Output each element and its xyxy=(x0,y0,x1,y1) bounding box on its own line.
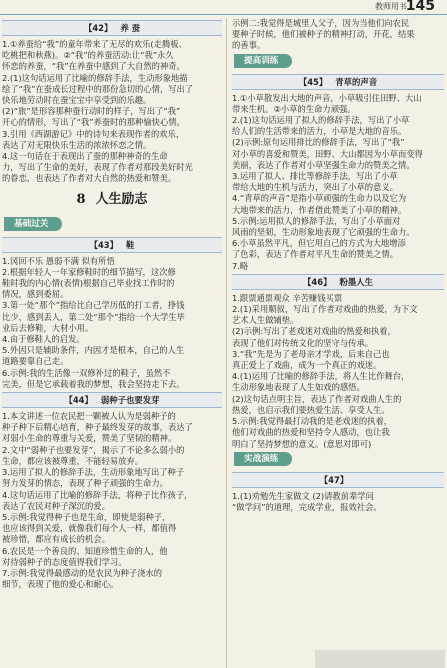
text-line: 要种子时候，他们被种子的精神打动，开花，结果 xyxy=(232,29,415,40)
text-line: 3.引用《西湖游记》中的诗句来表现作者的欢乐， xyxy=(2,128,185,139)
section-title: 粉墨人生 xyxy=(339,276,373,287)
text-line: 2.(1)采用顺叙，写出了作者对戏曲的热爱，为下文 xyxy=(232,304,418,315)
text-line: (2)示例:原句运用排比的修辞手法，写出了“我” xyxy=(232,137,405,148)
section-43-body xyxy=(2,256,222,390)
text-line: 5.示例:运用拟人的修辞手法，写出了小草面对 xyxy=(232,215,401,226)
text-line: 5.示例:我觉得种子也是生命，即使是弱种子， xyxy=(2,511,171,522)
text-line: 他们对戏曲的热爱和坚持令人感动，也让我 xyxy=(232,427,390,438)
text-line: 1.(1)劝勉先生家做文 (2)请教前辈学问 xyxy=(232,490,374,501)
section-heading-42 xyxy=(2,20,222,36)
text-line: “做学问”的道理，完成学业，报效社会。 xyxy=(232,501,382,512)
text-line: 4.由于修鞋人的启发。 xyxy=(2,334,85,345)
header-label: 教师用书 xyxy=(375,2,407,11)
section-number: 【47】 xyxy=(319,474,349,485)
text-line: 4.这一句话在于表现出了蚕的那种神奇的生命 xyxy=(2,151,168,162)
text-line: 表达了对无限快乐生活的浓浓怀恋之情。 xyxy=(2,139,152,150)
text-line: 对弱小生命的尊重与关爱，赞美了坚韧的精神。 xyxy=(2,433,177,444)
text-line: (2)“旅”是形容那种蚕行动时的样子，写出了“我” xyxy=(2,106,181,117)
text-line: 4.(1)运用了比喻的修辞手法，将人生比作舞台， xyxy=(232,371,410,382)
section-title: 青草的声音 xyxy=(335,76,378,87)
text-line: 4.“青草的声音”是指小草顽强的生命力以及它为 xyxy=(232,193,407,204)
text-line: 开心的情形，写出了“我”养蚕时的那种愉快心情。 xyxy=(2,117,185,128)
text-line: 绘了“我”在蚕成长过程中的那份急切的心情，写出了 xyxy=(2,83,194,94)
text-line: 道路要靠自己走。 xyxy=(2,356,69,367)
text-line: 给人们的生活带来的活力，小草是大地的音乐。 xyxy=(232,126,407,137)
text-line: 比少，感到丢人，第二处“那个”指给一个大学生毕 xyxy=(2,311,185,322)
section-title: 鞋 xyxy=(126,239,135,250)
text-line: 了色彩，表达了作者对平凡生命的赞美之情。 xyxy=(232,249,398,260)
section-45-body xyxy=(232,93,444,272)
text-line: 完美，但是它承载着我的梦想，我会坚持走下去。 xyxy=(2,378,185,389)
page-header xyxy=(0,0,447,15)
text-line: (2)这句话点明主旨，表达了作者对戏曲人生的 xyxy=(232,393,402,404)
text-line: 表现了他们对传统文化的坚守与传承。 xyxy=(232,337,374,348)
text-line: 2.根据年轻人一年家修鞋时的细节描写，这次修 xyxy=(2,266,176,277)
text-line: 6.农民是一个善良的、知道珍惜生命的人，他 xyxy=(2,545,168,556)
text-line: 6.小草虽然平凡，但它用自己的方式为大地增添 xyxy=(232,238,406,249)
right-column xyxy=(232,18,444,513)
text-line: 带给大地的生机与活力，突出了小草的意义。 xyxy=(232,182,398,193)
text-line: 明白了坚持梦想的意义。(意思对即可) xyxy=(232,438,372,449)
column-divider xyxy=(226,18,227,668)
text-line: 大地带来的活力，作者借此赞美了小草的精神。 xyxy=(232,204,407,215)
text-line: 示例二:我觉得是城里人父子，因为当他们向农民 xyxy=(232,18,410,28)
section-title: 养 蚕 xyxy=(120,23,141,33)
text-line: 带来生机。②小草的生命力顽强。 xyxy=(232,103,356,114)
section-heading-43 xyxy=(2,237,222,253)
text-line: (2)示例:写出了老戏迷对戏曲的热爱和执着， xyxy=(232,326,396,337)
section-47-body xyxy=(232,491,444,513)
text-line: 7.示例:我觉得最感动的是农民为种子浇水的 xyxy=(2,567,163,578)
text-line: 生动形象地表现了人生如戏的感悟。 xyxy=(232,382,365,393)
section-46-body xyxy=(232,293,444,450)
text-line: 3.第一处“那个”指给比自己学历低的打工者，挣钱 xyxy=(2,300,185,311)
intro-lines xyxy=(232,18,444,52)
text-line: 吃桃把和秋燕)。②“我”的养蚕活动:让“我”永久 xyxy=(2,50,174,61)
text-line: 3.运用了拟人、排比等修辞手法，写出了小草 xyxy=(232,171,398,182)
text-line: 风雨的坚韧，生动形象地表现了它顽强的生命力。 xyxy=(232,227,415,238)
text-line: 细节，表现了他的爱心和耐心。 xyxy=(2,579,119,590)
text-line: 3.“我”先是为了老母亲才学戏，后来自己也 xyxy=(232,348,390,359)
unit-title xyxy=(2,191,222,209)
text-line: 业后去修鞋，大材小用。 xyxy=(2,322,94,333)
watermark-blur xyxy=(315,650,445,668)
section-title: 弱种子也要发芽 xyxy=(100,395,160,406)
text-line: 被珍惜，都应有成长的机会。 xyxy=(2,534,110,545)
text-line: 的善事。 xyxy=(232,40,266,51)
text-line: 也应该得到关爱，就像我们每个人一样，都值得 xyxy=(2,523,177,534)
text-line: 力，写出了生命的美好，表现了作者对那段美好时光 xyxy=(2,162,193,173)
text-line: 真正爱上了戏曲，成为一个真正的戏迷。 xyxy=(232,360,382,371)
text-line: 美丽，表达了作者对小草坚强生命力的赞美之情。 xyxy=(232,159,415,170)
section-heading-47 xyxy=(232,472,444,488)
section-42-body xyxy=(2,39,222,185)
text-line: 1.本文讲述一位农民把一颗被人认为是弱种子的 xyxy=(2,411,176,422)
section-heading-46 xyxy=(232,274,444,290)
text-line: 快乐地劳动时在蚕宝宝中享受到的乐趣。 xyxy=(2,95,152,106)
text-line: 1.跟票通票观众 辛苦赚钱买票 xyxy=(232,292,343,303)
text-line: 艺术人生做铺垫。 xyxy=(232,315,299,326)
text-line: 3.运用了拟人的修辞手法，生动形象地写出了种子 xyxy=(2,467,185,478)
practice-tag: 实战演练 xyxy=(234,452,292,466)
text-line: 热爱，也启示我们要热爱生活、享受人生。 xyxy=(232,404,390,415)
text-line: 4.这句话运用了比喻的修辞手法，将种子比作孩子， xyxy=(2,489,193,500)
text-line: 2.(1)这句话运用了比喻的修辞手法，生动形象地描 xyxy=(2,72,188,83)
text-line: 1.①养蚕给“我”的童年带来了无尽的欢乐(走腾板、 xyxy=(2,39,187,49)
section-number: 【42】 xyxy=(83,23,113,33)
unit-name: 人生励志 xyxy=(95,191,148,207)
basic-practice-tag: 基础过关 xyxy=(4,217,62,231)
text-line: 鞋时我的内心情(表情)根据自己毕业找工作时的 xyxy=(2,278,175,289)
text-line: 5.外因只是辅助条件，内因才是根本，自己的人生 xyxy=(2,345,185,356)
text-line: 生命，都应该被尊重，不能轻易放弃。 xyxy=(2,455,144,466)
left-column xyxy=(2,18,222,590)
section-number: 【46】 xyxy=(303,276,332,287)
text-line: 6.示例:我的生活像一双修补过的鞋子，虽然不 xyxy=(2,367,171,378)
text-line: 2.文中“弱种子也要发芽”，揭示了不论多么弱小的 xyxy=(2,444,185,455)
text-line: 对小草的喜爱和赞美，田野、大山都因为小草而变得 xyxy=(232,148,423,159)
section-heading-45 xyxy=(232,74,444,90)
section-number: 【44】 xyxy=(64,395,93,406)
text-line: 7.略 xyxy=(232,260,249,271)
text-line: 对待弱种子的态度值得我们学习。 xyxy=(2,556,127,567)
text-line: 怀恋的养蚕，“我”在养蚕中感到了大自然的神奇。 xyxy=(2,61,185,72)
text-line: 情况，感到委屈。 xyxy=(2,289,69,300)
section-number: 【43】 xyxy=(89,239,119,250)
text-line: 2.(1)这句话运用了拟人的修辞手法，写出了小草 xyxy=(232,115,410,126)
section-heading-44 xyxy=(2,392,222,408)
section-44-body xyxy=(2,411,222,590)
improve-tag: 提高训练 xyxy=(234,54,292,68)
page-number: 145 xyxy=(405,0,435,14)
text-line: 种子种下后精心培育，种子最终发芽的故事，表达了 xyxy=(2,422,193,433)
text-line: 5.示例:我觉得最打动我的是老戏迷的执着， xyxy=(232,416,393,427)
section-number: 【45】 xyxy=(298,76,328,87)
text-line: 的眷恋，也表达了作者对大自然的热爱和赞美。 xyxy=(2,173,177,184)
unit-number: 8 xyxy=(76,191,86,207)
text-line: 努力发芽的情态，表现了种子顽强的生命力。 xyxy=(2,478,168,489)
text-line: 1.①小草散发出大地的声音，小草吸引住田野、大山 xyxy=(232,92,422,103)
text-line: 1.冈回不乐 愚弱不满 似有所悟 xyxy=(2,255,115,266)
text-line: 表达了农民对种子深沉的爱。 xyxy=(2,500,110,511)
